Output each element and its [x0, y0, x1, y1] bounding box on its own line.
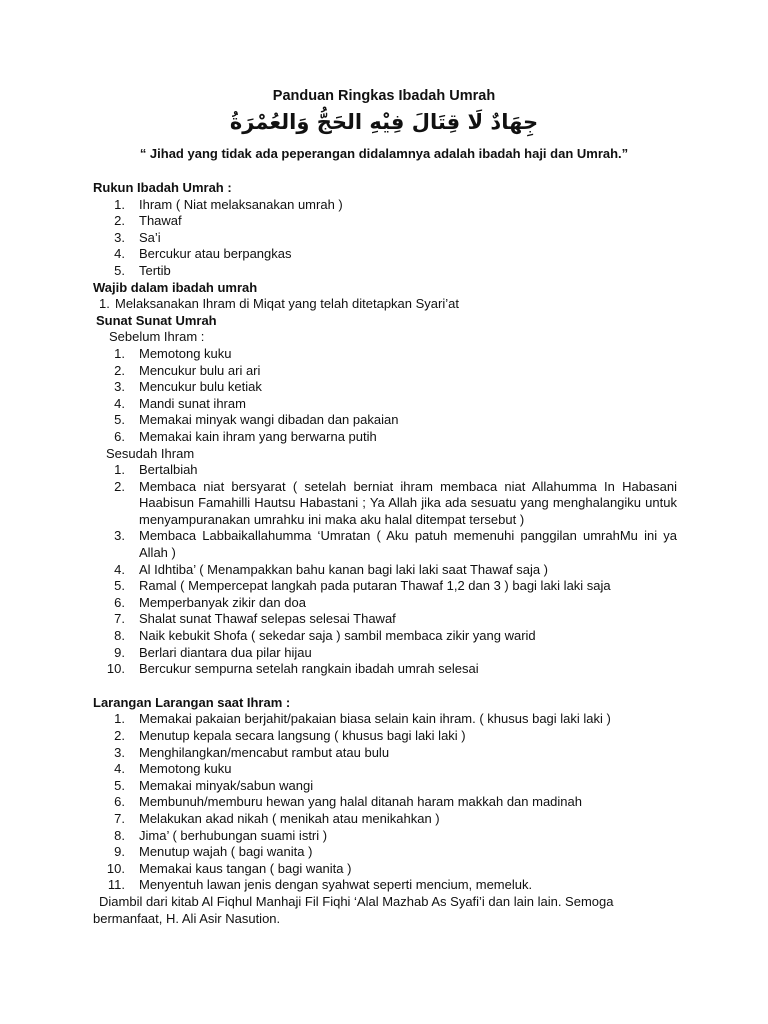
list-item-number: 2. [114, 213, 125, 229]
list-item [93, 230, 677, 247]
list-item [93, 828, 677, 845]
list-item [93, 462, 677, 479]
document-title: Panduan Ringkas Ibadah Umrah [272, 88, 496, 104]
list-item-text: Memakai kain ihram yang berwarna putih [139, 428, 377, 444]
list-item-text: Al Idhtiba’ ( Menampakkan bahu kanan bagi laki laki saat Thawaf saja ) [139, 561, 549, 577]
list-item-text: Menutup wajah ( bagi wanita ) [139, 844, 313, 860]
sesudah-ihram-label: Sesudah Ihram [106, 445, 195, 461]
list-item-text: Naik kebukit Shofa ( sekedar saja ) sambil membaca zikir yang warid [139, 628, 536, 644]
arabic-verse: جِهَادٌ لَا قِتَالَ فِيْهِ الحَجُّ وَالعُمْرَةُ [229, 110, 539, 134]
list-item [93, 246, 677, 263]
list-item-number: 6. [114, 794, 125, 810]
list-item [93, 661, 677, 678]
list-item-number: 7. [114, 810, 125, 826]
list-item-number: 2. [114, 728, 125, 743]
list-item-text: Memotong kuku [139, 345, 232, 361]
list-item [93, 346, 677, 363]
list-item [93, 379, 677, 396]
list-item [93, 778, 677, 795]
list-item [93, 861, 677, 878]
list-item-number: 4. [114, 395, 125, 411]
list-item-text: Bercukur atau berpangkas [139, 246, 292, 262]
list-item [93, 645, 677, 662]
list-item-text: Ramal ( Mempercepat langkah pada putaran Thawaf 1,2 dan 3 ) bagi laki laki saja [139, 578, 611, 594]
wajib-heading: Wajib dalam ibadah umrah [93, 279, 258, 295]
document-body [93, 180, 677, 927]
larangan-list [93, 711, 677, 894]
list-item [93, 296, 677, 313]
list-item-number: 10. [106, 661, 125, 677]
list-item-text: Memakai pakaian berjahit/pakaian biasa selain kain ihram. ( khusus bagi laki laki ) [139, 711, 611, 727]
list-item-text: Memakai kaus tangan ( bagi wanita ) [139, 860, 352, 876]
list-item-text: Menutup kepala secara langsung ( khusus bagi laki laki ) [139, 728, 466, 743]
list-item [93, 429, 677, 446]
list-item-text: Jima’ ( berhubungan suami istri ) [139, 827, 328, 843]
list-item [93, 811, 677, 828]
list-item [93, 197, 677, 214]
list-item-text: Memperbanyak zikir dan doa [139, 594, 306, 610]
list-item-number: 6. [114, 428, 125, 444]
list-item-text: Mencukur bulu ketiak [139, 379, 262, 395]
list-item-text: Memakai minyak/sabun wangi [139, 777, 314, 793]
list-item-number: 9. [114, 644, 125, 660]
list-item-number: 4. [114, 761, 125, 777]
list-item-number: 5. [114, 578, 125, 594]
list-item-number: 1. [114, 345, 125, 361]
list-item-text: Mencukur bulu ari ari [139, 362, 261, 378]
list-item [93, 611, 677, 628]
list-item-number: 11. [107, 877, 125, 893]
list-item-text: Ihram ( Niat melaksanakan umrah ) [139, 196, 343, 212]
list-item [93, 628, 677, 645]
list-item-number: 3. [114, 229, 125, 245]
list-item-number: 3. [114, 744, 125, 760]
list-item-number: 7. [114, 611, 125, 627]
list-item [93, 396, 677, 413]
list-item-text: Memakai minyak wangi dibadan dan pakaian [139, 412, 399, 428]
sunat-heading: Sunat Sunat Umrah [96, 312, 217, 328]
list-item-text: Mandi sunat ihram [139, 395, 246, 411]
list-item-text: Menyentuh lawan jenis dengan syahwat seperti mencium, memeluk. [139, 877, 533, 893]
list-item-number: 2. [114, 478, 125, 494]
list-item-number: 1. [114, 196, 125, 212]
list-item-number: 5. [114, 412, 125, 428]
list-item-text: Shalat sunat Thawaf selepas selesai Thawaf [139, 611, 396, 627]
list-item-text: Menghilangkan/mencabut rambut atau bulu [139, 744, 390, 760]
list-item-number: 8. [114, 628, 125, 644]
list-item-text: Berlari diantara dua pilar hijau [139, 644, 312, 660]
list-item [93, 562, 677, 579]
list-item-number: 4. [114, 246, 125, 262]
list-item [93, 479, 677, 529]
rukun-heading: Rukun Ibadah Umrah : [93, 180, 232, 195]
larangan-heading: Larangan Larangan saat Ihram : [93, 694, 291, 710]
list-item-number: 10. [106, 860, 125, 876]
list-item-text: Bertalbiah [139, 462, 198, 478]
list-item [93, 761, 677, 778]
list-item-number: 4. [114, 561, 125, 577]
list-item-number: 1. [114, 711, 125, 727]
list-item [93, 877, 677, 894]
list-item [93, 412, 677, 429]
list-item-text: Thawaf [139, 213, 182, 229]
list-item [93, 745, 677, 762]
list-item-number: 5. [114, 777, 125, 793]
list-item [93, 728, 677, 745]
list-item [93, 528, 677, 561]
list-item-number: 1. [114, 462, 125, 478]
list-item [93, 578, 677, 595]
list-item-text: Sa’i [139, 229, 161, 245]
list-item [93, 711, 677, 728]
list-item-number: 2. [114, 362, 125, 378]
list-item-number: 6. [114, 594, 125, 610]
closing-note: Diambil dari kitab Al Fiqhul Manhaji Fil Fiqhi ‘Alal Mazhab As Syafi’i dan lain lain. Semoga bermanfaat, H. Ali Asir Nasution. [93, 893, 614, 926]
list-item [93, 794, 677, 811]
list-item-number: 5. [114, 262, 125, 278]
list-item-text: Melaksanakan Ihram di Miqat yang telah ditetapkan Syari’at [115, 296, 459, 312]
list-item-text: Memotong kuku [139, 761, 232, 777]
list-item [93, 263, 677, 280]
list-item-text: Melakukan akad nikah ( menikah atau menikahkan ) [139, 810, 440, 826]
list-item [93, 213, 677, 230]
list-item-number: 8. [114, 827, 125, 843]
section-gap [93, 678, 677, 695]
list-item-number: 1. [99, 296, 110, 312]
sebelum-ihram-list [93, 346, 677, 446]
list-item-number: 3. [114, 528, 125, 544]
list-item-number: 9. [114, 844, 125, 860]
sesudah-ihram-list [93, 462, 677, 678]
list-item [93, 595, 677, 612]
list-item-text: Membunuh/memburu hewan yang halal ditanah haram makkah dan madinah [139, 794, 582, 810]
list-item-text: Bercukur sempurna setelah rangkain ibadah umrah selesai [139, 661, 479, 677]
list-item-number: 3. [114, 379, 125, 395]
wajib-list [93, 296, 677, 313]
list-item-text: Tertib [139, 262, 171, 278]
list-item-text: Membaca niat bersyarat ( setelah berniat ihram membaca niat Allahumma In Habasani Haabisun Famahilli Hautsu Habastani ; Ya Allah jika ada sesuatu yang menghalangiku untuk menyampuranakan umrahku ini maka aku halal ditempat tersebut ) [139, 478, 677, 527]
list-item [93, 363, 677, 380]
list-item-text: Membaca Labbaikallahumma ‘Umratan ( Aku patuh memenuhi panggilan umrahMu ini ya Allah ) [139, 528, 677, 561]
quote-text: “ Jihad yang tidak ada peperangan didalamnya adalah ibadah haji dan Umrah.” [139, 146, 629, 161]
sebelum-ihram-label: Sebelum Ihram : [109, 329, 205, 345]
list-item [93, 844, 677, 861]
rukun-list [93, 197, 677, 280]
